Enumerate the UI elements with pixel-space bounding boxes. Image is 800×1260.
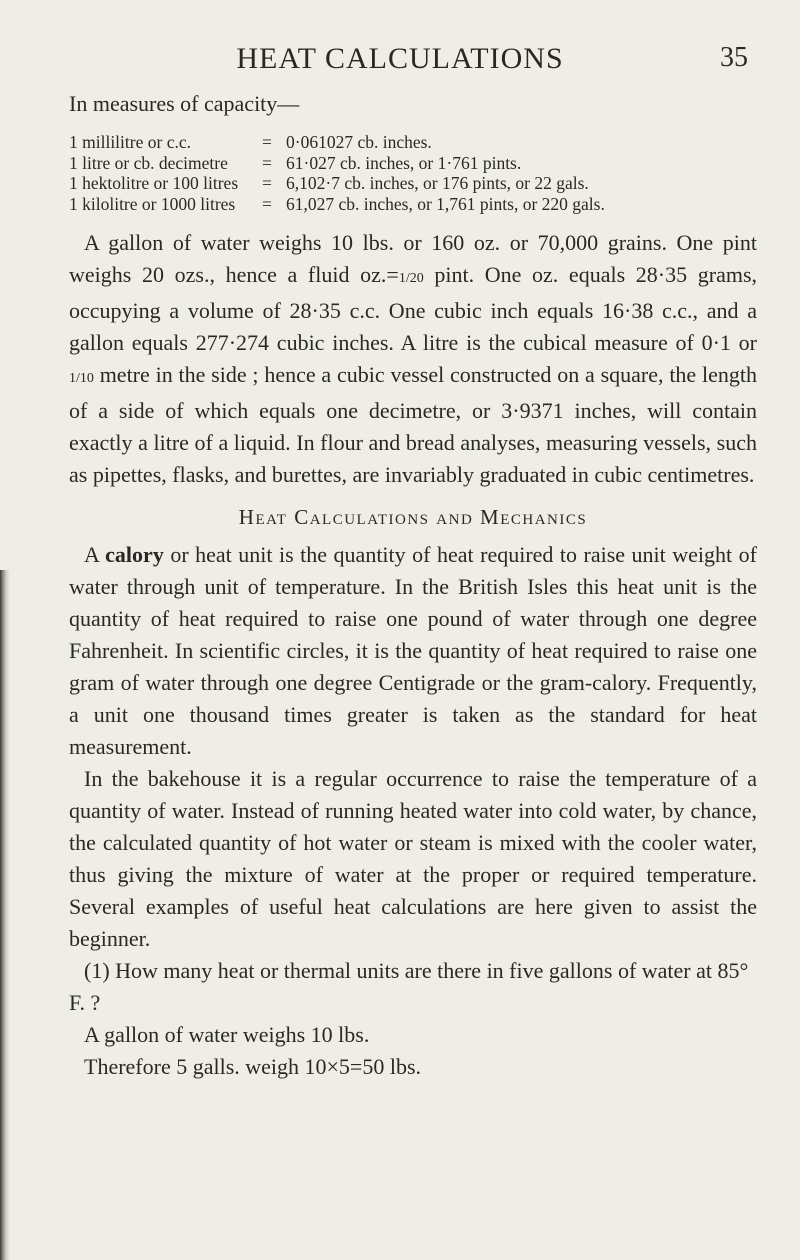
capacity-equals: =: [262, 152, 272, 173]
example-question: (1) How many heat or thermal units are there in five gallons of water at 85° F. ?: [69, 958, 749, 1015]
calory-text: or heat unit is the quantity of heat required to raise unit weight of water through unit of temperature. In the British Isles this heat unit is the quantity of heat required to raise one pound of water through one degree Fahrenheit. In scientific circles, it is the quantity of heat required to raise one gram of water through one degree Centigrade or the gram-calory. Frequently, a unit one thousand times greater is taken as the standard for heat measurement.: [69, 542, 757, 759]
gallon-text-3: metre in the side ; hence a cubic vessel constructed on a square, the length of a side of which equals one decimetre, or 3·9371 inches, will contain exactly a litre of a liquid. In flour and bread analyses, measuring vessels, such as pipettes, flasks, and burettes, are invariably graduated in cubic centimetres.: [69, 362, 757, 487]
page-number: 35: [720, 42, 748, 73]
capacity-row: [69, 194, 757, 215]
calory-paragraph: [69, 539, 757, 763]
calory-term: calory: [105, 542, 164, 567]
capacity-equals: =: [262, 132, 272, 152]
capacity-unit: 1 kilolitre or 1000 litres: [69, 193, 236, 214]
capacity-equals: =: [262, 173, 272, 193]
capacity-value: 61·027 cb. inches, or 1·761 pints.: [286, 152, 522, 173]
calory-lead: A: [84, 542, 106, 567]
capacity-value: 6,102·7 cb. inches, or 176 pints, or 22 gals.: [286, 173, 589, 193]
gallon-paragraph: [69, 227, 757, 491]
capacity-table: [69, 132, 757, 214]
capacity-value: 0·061027 cb. inches.: [286, 132, 432, 152]
fraction-one-tenth: 1/10: [69, 371, 94, 386]
bakehouse-paragraph: In the bakehouse it is a regular occurrence to raise the temperature of a quantity of water. Instead of running heated water into cold water, by chance, the calculated quantity of hot water or steam is mixed with the cooler water, thus giving the mixture of water at the proper or required temperature. Several examples of useful heat calculations are here given to assist the beginner.: [69, 766, 757, 951]
page-header: [0, 42, 800, 82]
gallon-text-1: A gallon of water weighs 10 lbs. or 160 oz. or 70,000 grains. One pint weighs 20 ozs., hence a fluid oz.=: [69, 230, 757, 287]
gallon-text-2: pint. One oz. equals 28·35 grams, occupying a volume of 28·35 c.c. One cubic inch equals 16·38 c.c., and a gallon equals 277·274 cubic inches. A litre is the cubical measure of 0·1 or: [69, 262, 758, 355]
fraction-one-twentieth: 1/20: [398, 271, 424, 286]
capacity-value: 61,027 cb. inches, or 1,761 pints, or 220 gals.: [286, 193, 605, 214]
example-line: Therefore 5 galls. weigh 10×5=50 lbs.: [84, 1054, 422, 1079]
binding-shadow: [0, 570, 10, 1260]
capacity-row: [69, 132, 757, 153]
capacity-row: [69, 173, 757, 194]
running-title: HEAT CALCULATIONS: [236, 42, 564, 75]
section-heading: Heat Calculations and Mechanics: [238, 505, 588, 529]
example-line: A gallon of water weighs 10 lbs.: [84, 1022, 370, 1047]
capacity-unit: 1 hektolitre or 100 litres: [69, 173, 239, 193]
capacity-unit: 1 millilitre or c.c.: [69, 132, 191, 152]
capacity-unit: 1 litre or cb. decimetre: [69, 152, 228, 173]
capacity-intro: In measures of capacity—: [69, 91, 300, 116]
page-body: [69, 88, 757, 1083]
capacity-equals: =: [262, 193, 272, 214]
capacity-row: [69, 153, 757, 174]
